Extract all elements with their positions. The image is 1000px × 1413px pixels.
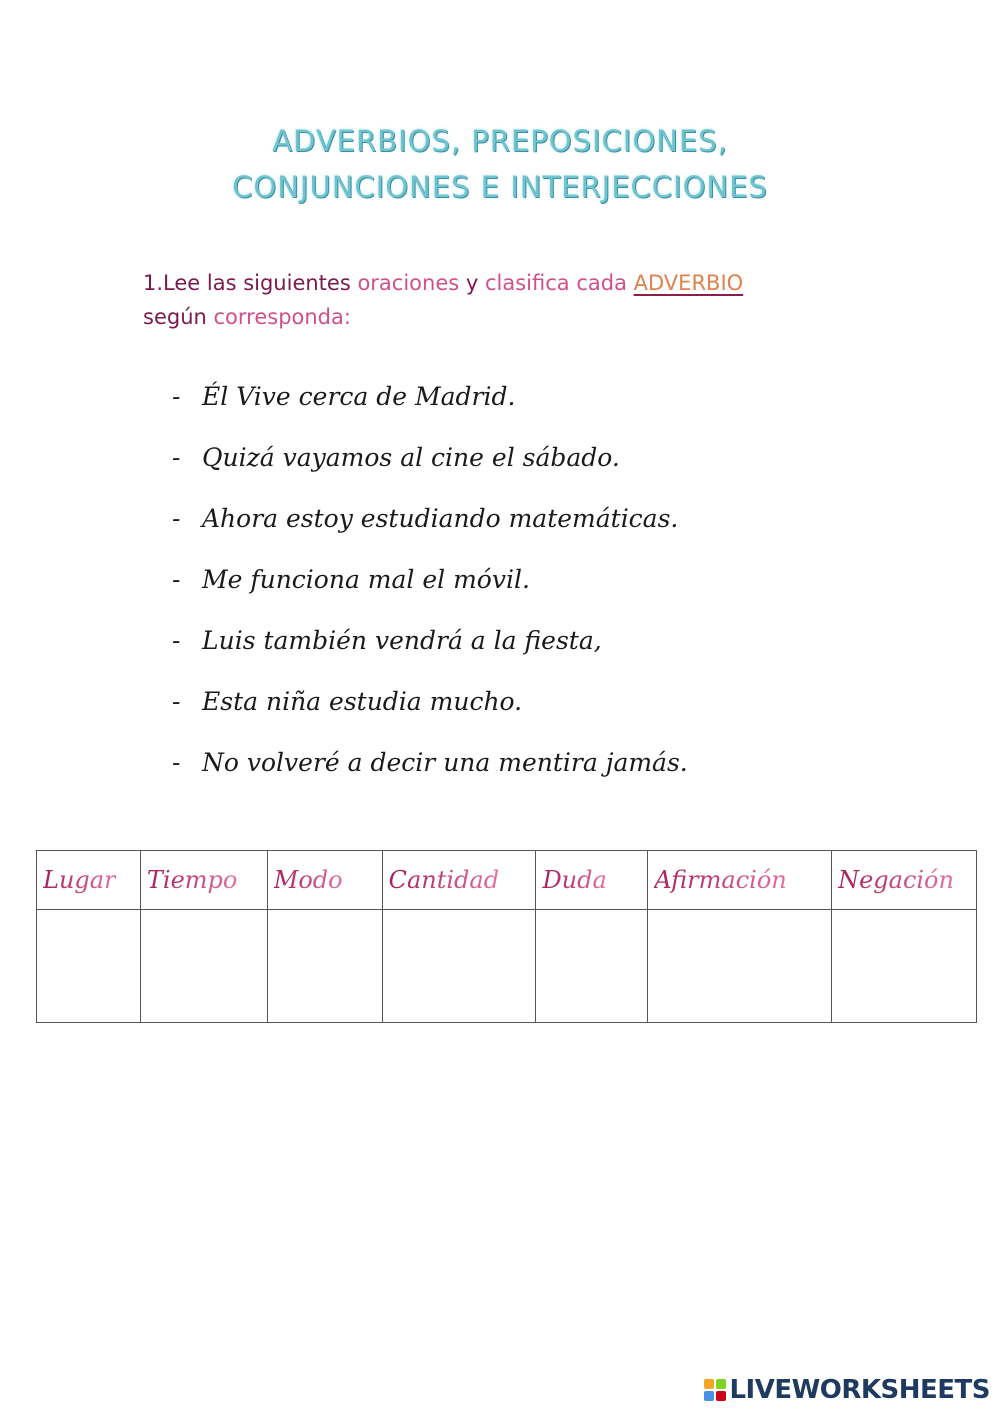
column-header-afirmacion: Afirmación <box>648 851 832 910</box>
instruction-text: oraciones <box>357 271 460 295</box>
adverb-classification-table <box>36 850 977 1023</box>
sentence-text: Me funciona mal el móvil. <box>202 565 530 594</box>
list-dash: - <box>172 443 181 472</box>
column-header-negacion: Negación <box>832 851 977 910</box>
sentence-text: No volveré a decir una mentira jamás. <box>202 748 688 777</box>
sentence-item <box>172 671 688 732</box>
list-dash: - <box>172 382 181 411</box>
instruction-text <box>627 271 634 295</box>
list-dash: - <box>172 626 181 655</box>
sentence-text: Él Vive cerca de Madrid. <box>202 382 516 411</box>
instruction-text: clasifica cada <box>484 271 627 295</box>
sentence-list <box>172 366 688 793</box>
list-dash: - <box>172 687 181 716</box>
worksheet-title-line-2: CONJUNCIONES E INTERJECCIONES <box>232 170 768 204</box>
sentence-item <box>172 610 688 671</box>
table-header-row <box>37 851 977 910</box>
answer-cell-afirmacion[interactable] <box>648 910 832 1023</box>
answer-cell-negacion[interactable] <box>832 910 977 1023</box>
answer-cell-modo[interactable] <box>267 910 382 1023</box>
sentence-text: Quizá vayamos al cine el sábado. <box>202 443 620 472</box>
answer-cell-tiempo[interactable] <box>140 910 267 1023</box>
list-dash: - <box>172 748 181 777</box>
worksheet-title-line-1: ADVERBIOS, PREPOSICIONES, <box>272 124 728 158</box>
logo-text: LIVEWORKSHEETS <box>729 1375 990 1405</box>
answer-cell-lugar[interactable] <box>37 910 141 1023</box>
instruction-text: 1.Lee las siguientes <box>143 271 358 295</box>
column-header-modo: Modo <box>267 851 382 910</box>
sentence-text: Ahora estoy estudiando matemáticas. <box>202 504 679 533</box>
sentence-text: Esta niña estudia mucho. <box>202 687 523 716</box>
sentence-item <box>172 549 688 610</box>
instruction-keyword: ADVERBIO <box>633 271 744 295</box>
liveworksheets-logo <box>704 1373 990 1407</box>
list-dash: - <box>172 504 181 533</box>
column-header-tiempo: Tiempo <box>140 851 267 910</box>
exercise-instruction <box>143 266 883 334</box>
sentence-item <box>172 366 688 427</box>
instruction-text: según <box>143 305 214 329</box>
column-header-lugar: Lugar <box>37 851 141 910</box>
instruction-text: y <box>459 271 485 295</box>
answer-cell-duda[interactable] <box>536 910 648 1023</box>
instruction-text: corresponda: <box>213 305 351 329</box>
column-header-cantidad: Cantidad <box>382 851 536 910</box>
table-row <box>37 910 977 1023</box>
list-dash: - <box>172 565 181 594</box>
answer-cell-cantidad[interactable] <box>382 910 536 1023</box>
sentence-item <box>172 488 688 549</box>
sentence-item <box>172 427 688 488</box>
liveworksheets-logo-icon <box>704 1379 726 1401</box>
sentence-text: Luis también vendrá a la fiesta, <box>202 626 602 655</box>
column-header-duda: Duda <box>536 851 648 910</box>
sentence-item <box>172 732 688 793</box>
